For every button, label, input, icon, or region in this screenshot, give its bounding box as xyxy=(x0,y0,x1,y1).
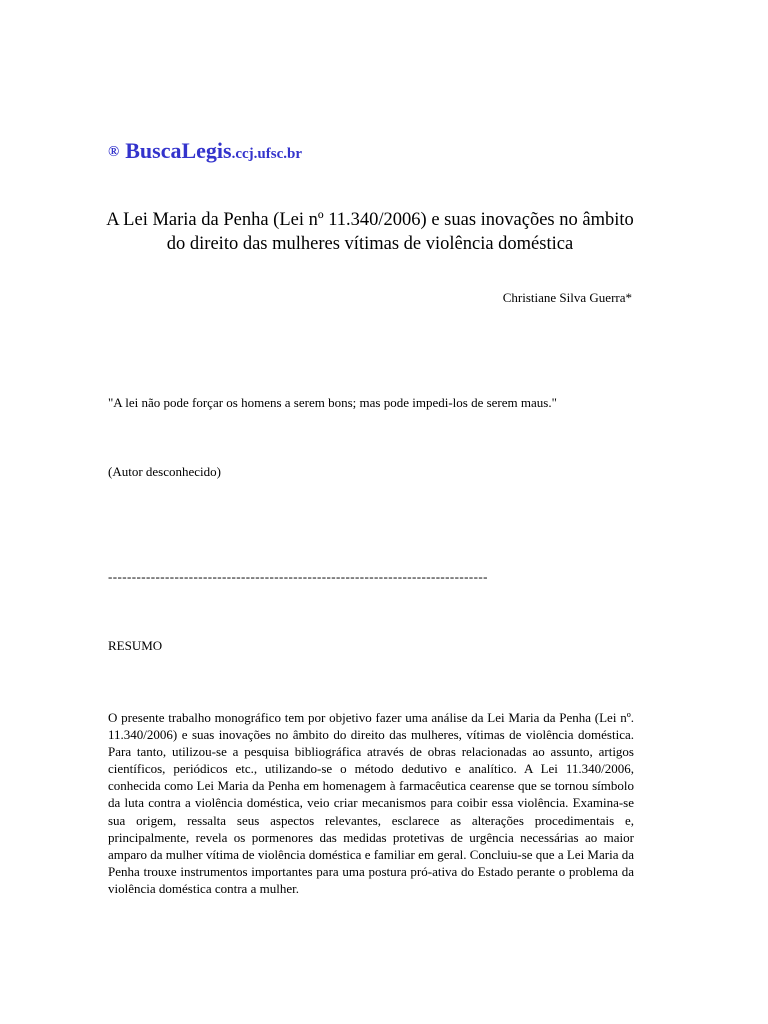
article-title: A Lei Maria da Penha (Lei nº 11.340/2006) e suas inovações no âmbito do direito das mulheres vítimas de violência doméstica xyxy=(106,210,634,254)
brand-name: BuscaLegis xyxy=(125,138,232,163)
epigraph-quote: "A lei não pode forçar os homens a serem bons; mas pode impedi-los de serem maus." xyxy=(108,395,557,410)
article-author: Christiane Silva Guerra* xyxy=(502,290,632,305)
epigraph-attribution: (Autor desconhecido) xyxy=(108,464,221,479)
section-divider: -------------------------------------------------------------------------------- xyxy=(108,569,488,584)
site-header xyxy=(108,138,302,164)
abstract-heading: RESUMO xyxy=(108,638,163,653)
brand-domain: .ccj.ufsc.br xyxy=(231,146,302,162)
abstract-paragraph: O presente trabalho monográfico tem por objetivo fazer uma análise da Lei Maria da Penha (Lei nº. 11.340/2006) e suas inovações no âmbito do direito das mulheres, vítimas de violência doméstica. Para tanto, utilizou-se a pesquisa bibliográfica através de obras relacionadas ao assunto, artigos científicos, periódicos etc., utilizando-se o método dedutivo e analítico. A Lei 11.340/2006, conhecida como Lei Maria da Penha em homenagem à farmacêutica cearense que se tornou símbolo da luta contra a violência doméstica, veio criar mecanismos para coibir essa violência. Examina-se sua origem, ressalta seus aspectos relevantes, esclarece as alterações procedimentais e, principalmente, revela os pormenores das medidas protetivas de urgência necessárias ao maior amparo da mulher vítima de violência doméstica e familiar em geral. Concluiu-se que a Lei Maria da Penha trouxe instrumentos importantes para uma postura pró-ativa do Estado perante o problema da violência doméstica contra a mulher. xyxy=(108,710,634,896)
registered-mark: ® xyxy=(108,144,120,160)
